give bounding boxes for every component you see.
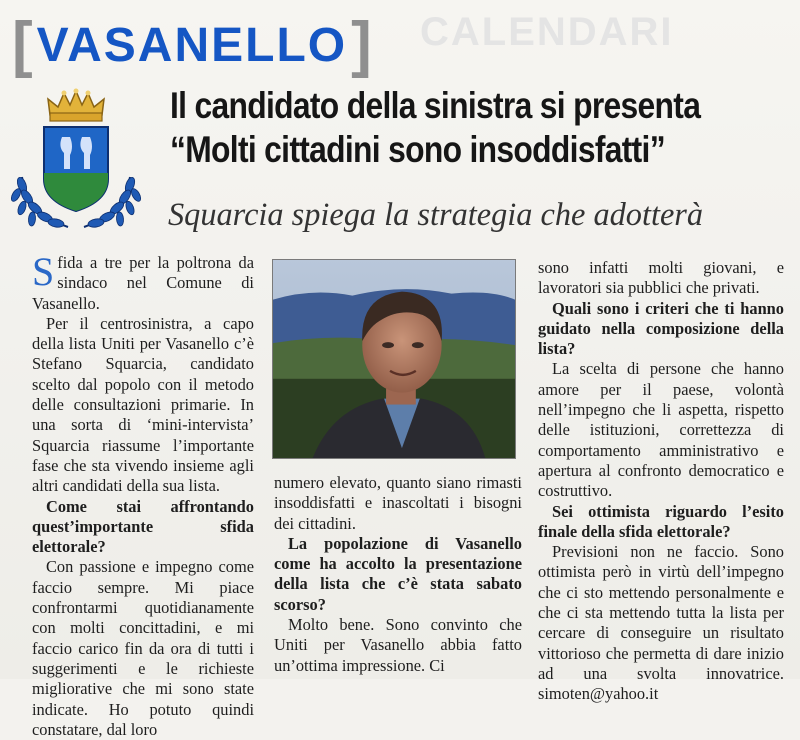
headline-line-1: Il candidato della sinistra si presenta xyxy=(170,85,701,126)
subheadline: Squarcia spiega la strategia che adotterà xyxy=(168,197,704,233)
interview-question: Come stai affrontando quest’importante sfida elettorale? xyxy=(32,496,254,557)
headline xyxy=(170,84,703,172)
interview-question: La popolazione di Vasanello come ha accolto la presentazione della lista che c’è stata sabato scorso? xyxy=(274,533,522,614)
municipal-coat-of-arms-icon xyxy=(8,85,144,235)
interview-question: Quali sono i criteri che ti hanno guidato nella composizione della lista? xyxy=(538,298,784,359)
interview-answer-continued: sono infatti molti giovani, e lavoratori sia pubblici che privati. xyxy=(538,258,784,298)
left-bracket: [ xyxy=(12,10,33,79)
article-column-2 xyxy=(274,473,522,676)
interview-answer: Con passione e impegno come faccio sempre. Mi piace confrontarmi quotidianamente con molti concittadini, e mi faccio carico fin da ora di tutti i suggerimenti e le richieste migliorative che mi sono state indicate. Ho potuto quindi constatare, dal loro xyxy=(32,557,254,739)
article-column-3 xyxy=(538,258,784,705)
article-column-1 xyxy=(32,249,254,740)
interview-answer: Molto bene. Sono convinto che Uniti per Vasanello abbia fatto un’ottima impressione. Ci xyxy=(274,615,522,675)
intro-paragraph xyxy=(32,249,254,314)
interview-answer: Previsioni non ne faccio. Sono ottimista però in virtù dell’impegno che ci sto mettendo personalmente e che ci sta mettendo tutta la lista per cercare di conseguire un risultato vittorioso che permetta di dare inizio ad una svolta innovatrice. simoten@yahoo.it xyxy=(538,542,784,704)
headline-line-2: “Molti cittadini sono insoddisfatti” xyxy=(170,129,665,170)
intro-text: fida a tre per la poltrona da sindaco nel Comune di Vasanello. xyxy=(32,253,254,313)
shield-icon xyxy=(44,127,108,211)
crown-icon xyxy=(48,89,104,122)
section-tag xyxy=(12,10,372,79)
interview-answer: La scelta di persone che hanno amore per il paese, volontà nell’impegno che li aspetta, rispetto delle istituzioni, correttezza di comportamento amministrativo e apertura al confronto democratico e costruttivo. xyxy=(538,359,784,501)
candidate-photo xyxy=(272,259,516,459)
right-bracket: ] xyxy=(351,10,372,79)
body-paragraph: Per il centrosinistra, a capo della lista Uniti per Vasanello c’è Stefano Squarcia, candidato scelto dal popolo con il metodo delle consultazioni primarie. In una sorta di ‘mini-intervista’ Squarcia riassume l’importante fase che sta vivendo insieme agli altri candidati della sua lista. xyxy=(32,313,254,496)
faded-masthead: CALENDARI xyxy=(420,10,674,54)
interview-answer-continued: numero elevato, quanto siano rimasti insoddisfatti e inascoltati i bisogni dei cittadini. xyxy=(274,473,522,533)
section-name: VASANELLO xyxy=(36,18,348,72)
drop-cap: S xyxy=(32,249,55,294)
interview-question: Sei ottimista riguardo l’esito finale della sfida elettorale? xyxy=(538,501,784,541)
